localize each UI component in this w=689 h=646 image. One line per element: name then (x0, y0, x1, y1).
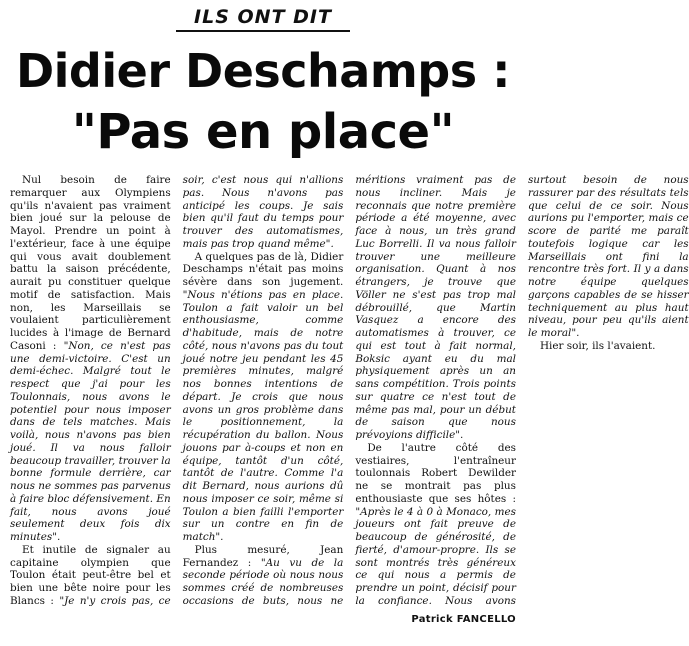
quote-text: "Après le 4 à 0 à Monaco, mes joueurs ont fait preuve de beaucoup de générosité, de fierté, d'amour-propre. Ils se sont montrés très généreux ce qui nous a permis de prendre un point, décisif pour la confiance. Nous avons surtout besoin de nous rassurer par des résultats tels que celui de ce soir. Nous aurions pu l'emporter, mais ce score de parité me paraît toutefois logique car les Marseillais ont fini la rencontre très fort. Il y a dans notre équipe quelques garçons capables de se hisser techniquement au plus haut niveau, pour peu qu'ils aient le moral". (355, 174, 689, 607)
narrative-text: Plus mesuré, Jean Fernandez : (182, 543, 344, 569)
article-paragraph (528, 340, 689, 353)
narrative-text: Et inutile de signaler au capitaine olympien que Toulon était peut-être bel et bien une bête noire pour les Blancs : (10, 543, 171, 607)
kicker: ILS ONT DIT (176, 6, 350, 32)
headline-line-2: "Pas en place" (71, 104, 455, 160)
narrative-text: Hier soir, ils l'avaient. (539, 339, 656, 352)
quote-text: "Je n'y crois pas, ce soir, c'est nous qui n'allions pas. Nous n'avons pas anticipé les coups. Je sais bien qu'il faut du temps pour trouver des automatismes, mais pas trop quand même". (59, 174, 344, 607)
quote-text: "Au vu de la seconde période où nous nous sommes créé de nombreuses occasions de buts, nous ne méritions vraiment pas de nous incliner. Mais je reconnais que notre première période a été moyenne, avec face à nous, un très grand Luc Borrelli. Il va nous falloir trouver une meilleure organisation. Quant à nos étrangers, je trouve que Völler ne s'est pas trop mal débrouillé, que Martin Vasquez a encore des automatismes à trouver, ce qui est tout à fait normal, Boksic ayant eu du mal physiquement après un an sans compétition. Trois points sur quatre ce n'est tout de même pas mal, pour un début de saison que nous prévoyions difficile". (182, 174, 516, 607)
article-body (10, 174, 689, 614)
kicker-wrap (0, 6, 526, 32)
narrative-text: A quelques pas de là, Didier Deschamps n'était pas moins sévère dans son jugement. (182, 250, 344, 288)
article-paragraph (10, 174, 171, 544)
byline-author: Patrick FANCELLO (411, 614, 516, 625)
narrative-text: Nul besoin de faire remarquer aux Olympiens qu'ils n'avaient pas vraiment bien joué sur la pelouse de Mayol. Prendre un point à l'extérieur, face à une équipe qui vous avait doublement battu la saison précédente, aurait pu constituer quelque motif de satisfaction. Mais non, les Marseillais se voulaient particulièrement lucides à l'image de Bernard Casoni : (10, 174, 171, 352)
headline-line-1: Didier Deschamps : (15, 44, 510, 98)
narrative-text: De l'autre côté des vestiaires, l'entraîneur toulonnais Robert Dewilder ne se montrait pas plus enthousiaste que ses hôtes : (355, 441, 516, 505)
article-paragraph (183, 251, 344, 544)
byline-block (360, 614, 516, 627)
quote-text: "Non, ce n'est pas une demi-victoire. C'est un demi-échec. Malgré tout le respect que j'ai pour les Toulonnais, nous avons le potentiel pour nous imposer dans de tels matches. Mais voilà, nous n'avons pas bien joué. Il va nous falloir beaucoup travailler, trouver la bonne formule derrière, car nous ne sommes pas parvenus à faire bloc défensivement. En fait, nous avons joué seulement deux fois dix minutes". (10, 339, 171, 543)
quote-text: "Nous n'étions pas en place. Toulon a fait valoir un bel enthousiasme, comme d'habitude, mais de notre côté, nous n'avons pas du tout joué notre jeu pendant les 45 premières minutes, malgré nos bonnes intentions de départ. Je crois que nous avons un gros problème dans le positionnement, la récupération du ballon. Nous jouons par à-coups et non en équipe, tantôt d'un côté, tantôt de l'autre. Comme l'a dit Bernard, nous aurions dû nous imposer ce soir, même si Toulon a bien failli l'emporter sur un contre en fin de match". (182, 288, 344, 543)
